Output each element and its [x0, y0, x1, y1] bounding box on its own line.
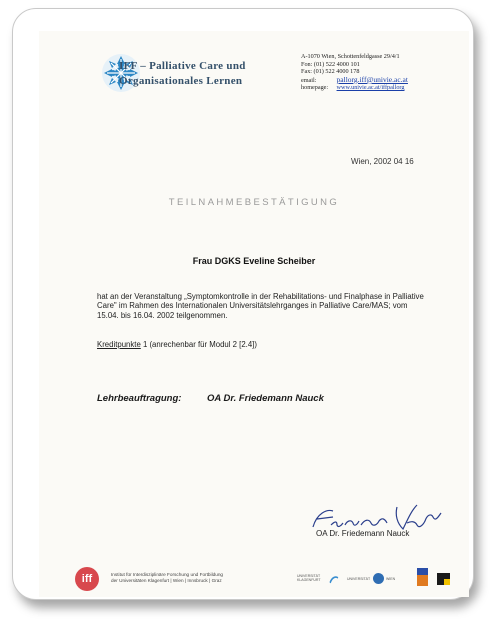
address-block [301, 53, 408, 92]
organization-name-line2: Organisationales Lernen [119, 75, 243, 87]
partner-logos [295, 564, 467, 592]
partner-wien-label: WIEN [386, 577, 396, 581]
certificate-page [39, 31, 469, 597]
institute-line1: Institut für Interdisziplinäre Forschung und Fortbildung [111, 572, 224, 577]
univie-seal-icon [373, 573, 384, 584]
certificate-heading: TEILNAHMEBESTÄTIGUNG [168, 197, 340, 208]
iff-logo: iff [75, 567, 99, 591]
organization-name-line1: IFF – Palliative Care und [119, 60, 246, 72]
credit-value: 1 (anrechenbar für Modul 2 [2.4]) [140, 340, 257, 349]
institute-line2: der Universitäten Klagenfurt | Wien | Innsbruck | Graz [111, 578, 222, 584]
lecturer-name: OA Dr. Friedemann Nauck [207, 393, 324, 404]
partner-klagenfurt-line1: UNIVERSITÄT [297, 574, 321, 578]
address-fax: Fax: (01) 522 4000 178 [301, 68, 360, 76]
homepage-label: homepage: [301, 84, 329, 92]
innsbruck-logo-icon [417, 568, 428, 586]
graz-logo-icon [437, 573, 450, 585]
klagenfurt-swoosh-icon [329, 575, 339, 585]
document-frame [12, 8, 474, 600]
credit-label: Kreditpunkte [97, 340, 141, 349]
partner-univie-label: UNIVERSITÄT [347, 577, 371, 581]
recipient-name: Frau DGKS Eveline Scheiber [192, 256, 316, 266]
address-phone: Fon: (01) 522 4000 101 [301, 60, 360, 68]
signature-name: OA Dr. Friedemann Nauck [316, 529, 410, 538]
body-paragraph: hat an der Veranstaltung „Symptomkontrolle in der Rehabilitations- und Finalphase in Palliative Care" im Rahmen des Internationalen Universitätslehrganges in Palliative Care/MAS; vom 15.04. bis 16.04. 2002 teilgenommen. [97, 292, 424, 320]
email-link[interactable]: pallorg.iff@univie.ac.at [336, 74, 408, 84]
partner-klagenfurt-line2: KLAGENFURT [297, 578, 321, 582]
organization-name [119, 59, 246, 89]
lecturer-label: Lehrbeauftragung: [97, 393, 182, 404]
homepage-link[interactable]: www.univie.ac.at/iffpallorg [336, 84, 405, 92]
institute-text [111, 572, 286, 585]
document-date: Wien, 2002 04 16 [351, 157, 414, 166]
email-label: email: [301, 76, 317, 84]
credit-points [97, 340, 257, 349]
address-street: A-1070 Wien, Schottenfeldgasse 29/4/1 [301, 53, 400, 60]
partner-klagenfurt [297, 574, 320, 582]
lecturer-line [97, 393, 324, 404]
